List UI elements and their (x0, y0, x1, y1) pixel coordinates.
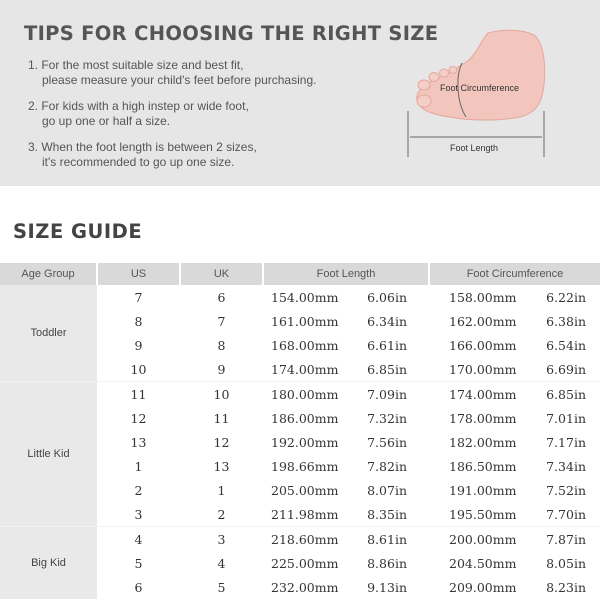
foot-circumference-in-cell: 6.38in (546, 313, 586, 329)
foot-length-mm-cell: 168.00mm (271, 337, 339, 353)
foot-length-in-cell: 7.82in (367, 458, 407, 474)
uk-cell: 3 (180, 527, 263, 551)
foot-length-mm-cell: 154.00mm (271, 289, 339, 305)
foot-diagram (400, 25, 560, 165)
foot-circumference-in-cell: 6.85in (520, 382, 600, 406)
age-group-cell: Little Kid (0, 382, 97, 527)
foot-length-mm-cell: 225.00mm (271, 555, 339, 571)
uk-cell: 8 (217, 337, 226, 353)
tip-1-line2: please measure your child's feet before purchasing. (42, 73, 317, 87)
tip-2-line1: 2. For kids with a high instep or wide foot, (28, 99, 249, 113)
foot-circumference-in-cell: 6.22in (546, 289, 586, 305)
us-cell: 5 (134, 555, 143, 571)
foot-circumference-mm-cell: 204.50mm (449, 555, 517, 571)
toe-3-icon (429, 73, 439, 82)
table-body (0, 285, 600, 599)
uk-cell: 5 (217, 579, 226, 595)
foot-circumference-in-cell: 7.34in (546, 458, 586, 474)
foot-length-mm-cell: 161.00mm (271, 313, 339, 329)
foot-length-mm-cell: 192.00mm (271, 434, 339, 450)
us-cell: 11 (97, 382, 180, 406)
foot-length-in-cell: 7.56in (367, 434, 407, 450)
foot-circumference-mm-cell: 178.00mm (449, 410, 517, 426)
foot-circumference-mm-cell: 191.00mm (449, 483, 517, 499)
header-uk: UK (180, 263, 263, 285)
foot-circumference-in-cell: 6.69in (546, 361, 586, 377)
foot-length-mm-cell: 186.00mm (271, 410, 339, 426)
table-header-row (0, 263, 600, 285)
size-guide-title: SIZE GUIDE (13, 220, 143, 243)
tip-2-line2: go up one or half a size. (42, 114, 171, 128)
uk-cell: 2 (217, 507, 226, 523)
foot-circumference-mm-cell: 158.00mm (449, 289, 517, 305)
foot-circumference-mm-cell: 209.00mm (449, 579, 517, 595)
toe-1-icon (417, 95, 431, 107)
foot-circumference-in-cell: 7.70in (546, 507, 586, 523)
foot-circumference-mm-cell: 186.50mm (449, 458, 517, 474)
foot-circumference-in-cell: 6.54in (546, 337, 586, 353)
foot-length-in-cell: 7.09in (347, 382, 429, 406)
foot-length-mm-cell: 174.00mm (271, 361, 339, 377)
foot-circumference-mm-cell: 195.50mm (449, 507, 517, 523)
uk-cell: 4 (217, 555, 226, 571)
uk-cell: 7 (217, 313, 226, 329)
tips-section (0, 0, 600, 186)
uk-cell: 13 (213, 458, 230, 474)
foot-length-in-cell: 9.13in (367, 579, 407, 595)
us-cell: 6 (134, 579, 143, 595)
foot-length-mm-cell: 232.00mm (271, 579, 339, 595)
toe-5-icon (449, 67, 457, 74)
length-label: Foot Length (450, 143, 499, 153)
uk-cell: 6 (217, 289, 226, 305)
us-cell: 8 (134, 313, 143, 329)
age-group-cell: Toddler (0, 285, 97, 382)
header-age-group: Age Group (0, 263, 97, 285)
us-cell: 7 (134, 289, 143, 305)
foot-length-in-cell: 6.34in (367, 313, 407, 329)
toe-4-icon (440, 69, 449, 77)
tip-2 (28, 99, 249, 129)
foot-circumference-in-cell: 8.23in (546, 579, 586, 595)
header-foot-length: Foot Length (263, 263, 429, 285)
foot-circumference-in-cell: 7.87in (520, 527, 600, 551)
foot-circumference-mm-cell: 170.00mm (449, 361, 517, 377)
foot-circumference-mm-cell: 166.00mm (449, 337, 517, 353)
foot-length-in-cell: 7.32in (367, 410, 407, 426)
tip-1-line1: 1. For the most suitable size and best fit, (28, 58, 244, 72)
table-row (0, 285, 600, 309)
us-cell: 9 (134, 337, 143, 353)
header-us: US (97, 263, 180, 285)
foot-length-in-cell: 8.61in (347, 527, 429, 551)
foot-circumference-mm-cell: 162.00mm (449, 313, 517, 329)
uk-cell: 1 (217, 483, 226, 499)
uk-cell: 9 (217, 361, 226, 377)
us-cell: 1 (134, 458, 143, 474)
us-cell: 12 (130, 410, 147, 426)
foot-length-in-cell: 6.85in (367, 361, 407, 377)
table-row (0, 527, 600, 551)
tip-3-line1: 3. When the foot length is between 2 sizes, (28, 140, 257, 154)
foot-length-in-cell: 8.35in (367, 507, 407, 523)
header-foot-circumference: Foot Circumference (429, 263, 600, 285)
tip-1 (28, 58, 316, 88)
uk-cell: 12 (213, 434, 230, 450)
foot-length-mm-cell: 218.60mm (263, 527, 347, 551)
foot-length-in-cell: 6.61in (367, 337, 407, 353)
us-cell: 4 (97, 527, 180, 551)
foot-length-in-cell: 8.86in (367, 555, 407, 571)
foot-length-mm-cell: 180.00mm (263, 382, 347, 406)
tips-title: TIPS FOR CHOOSING THE RIGHT SIZE (24, 22, 439, 45)
foot-circumference-in-cell: 7.52in (546, 483, 586, 499)
foot-circumference-in-cell: 8.05in (546, 555, 586, 571)
foot-length-mm-cell: 205.00mm (271, 483, 339, 499)
us-cell: 13 (130, 434, 147, 450)
foot-circumference-in-cell: 7.01in (546, 410, 586, 426)
tip-3 (28, 140, 257, 170)
us-cell: 2 (134, 483, 143, 499)
uk-cell: 11 (213, 410, 230, 426)
foot-circumference-mm-cell: 182.00mm (449, 434, 517, 450)
age-group-cell: Big Kid (0, 527, 97, 600)
foot-circumference-in-cell: 7.17in (546, 434, 586, 450)
tip-3-line2: it's recommended to go up one size. (42, 155, 235, 169)
us-cell: 10 (130, 361, 147, 377)
foot-length-mm-cell: 198.66mm (271, 458, 339, 474)
uk-cell: 10 (180, 382, 263, 406)
us-cell: 3 (134, 507, 143, 523)
foot-length-mm-cell: 211.98mm (271, 507, 339, 523)
size-table (0, 263, 600, 599)
foot-length-in-cell: 6.06in (367, 289, 407, 305)
circumference-label: Foot Circumference (440, 83, 520, 93)
table-row (0, 382, 600, 406)
foot-circumference-mm-cell: 174.00mm (429, 382, 520, 406)
toe-2-icon (418, 80, 430, 90)
foot-length-in-cell: 8.07in (367, 483, 407, 499)
foot-circumference-mm-cell: 200.00mm (429, 527, 520, 551)
